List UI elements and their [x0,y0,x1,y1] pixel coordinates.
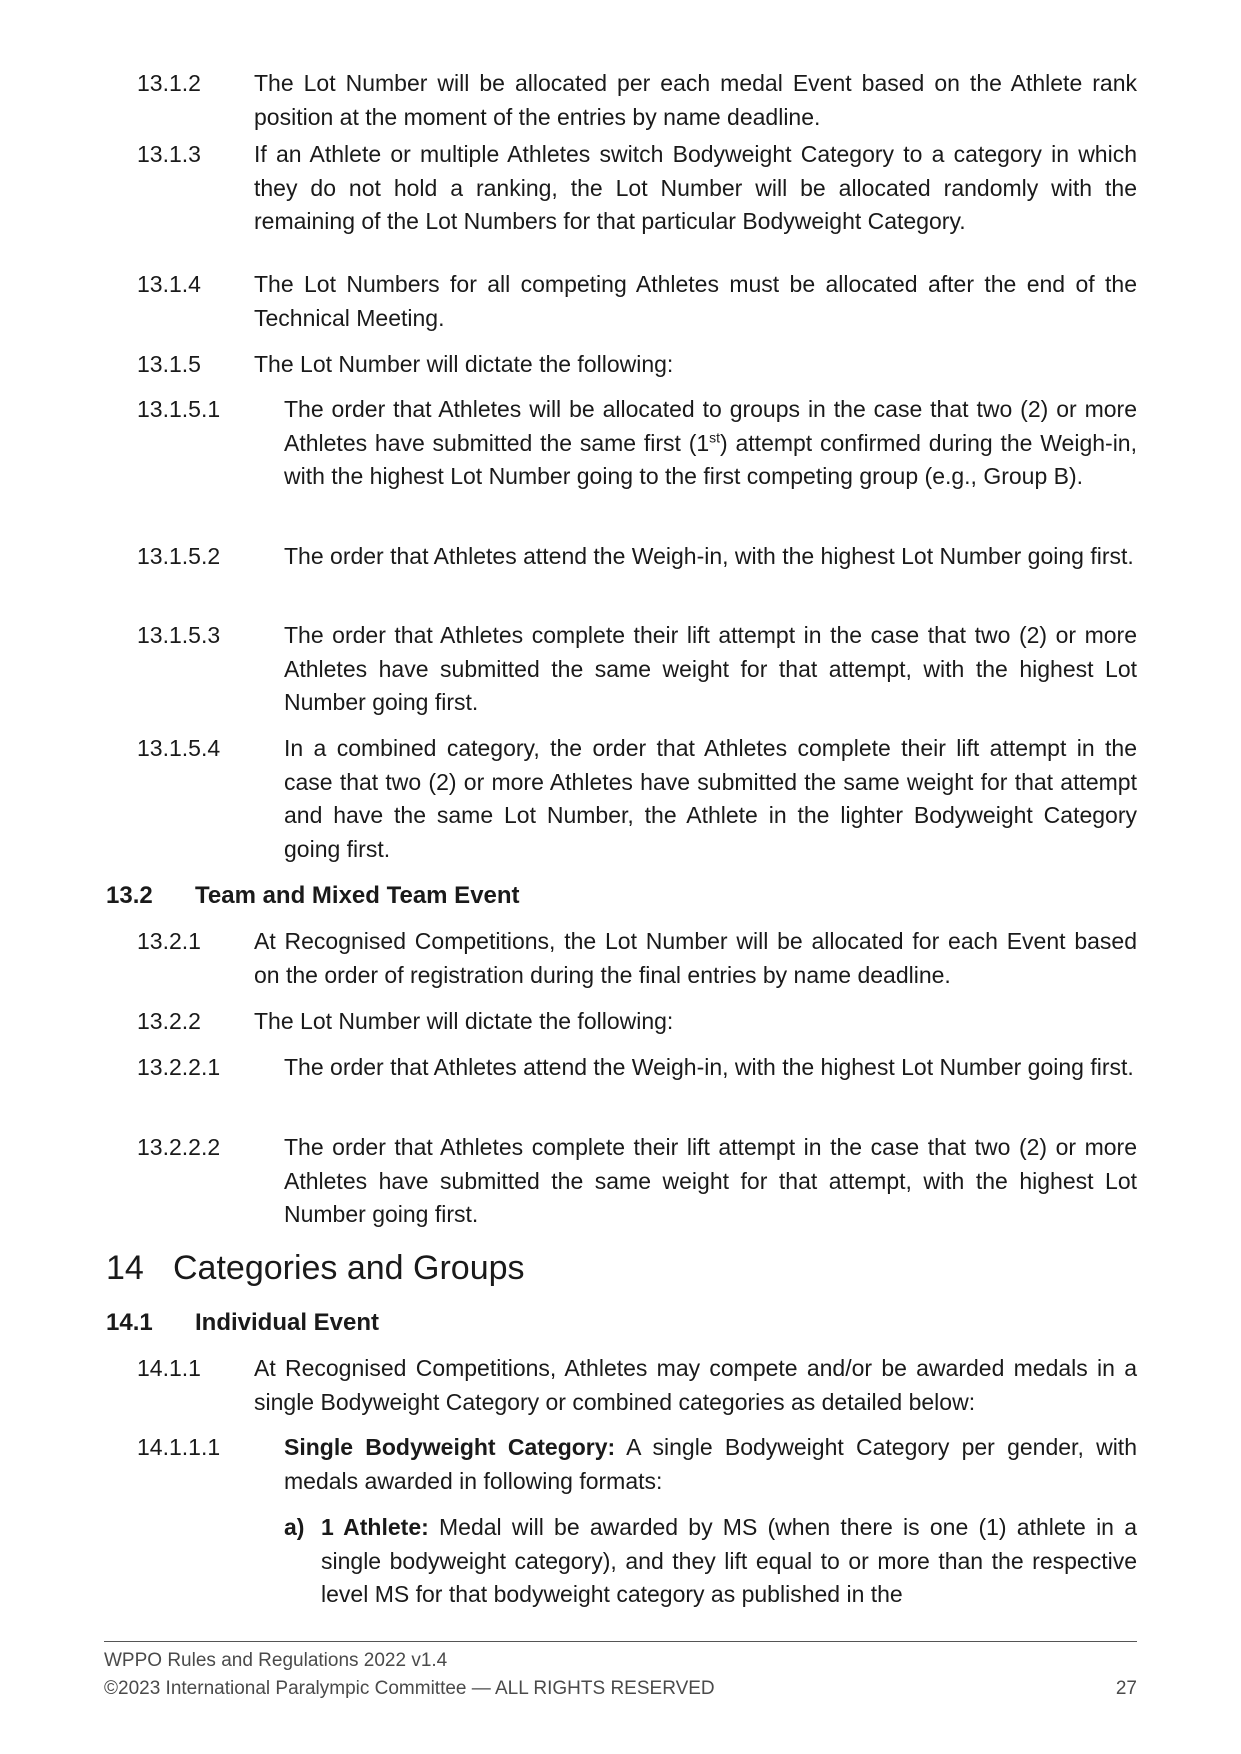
clause-number: 13.1.2 [137,70,201,96]
footer-document-title: WPPO Rules and Regulations 2022 v1.4 [104,1650,448,1671]
clause-text-part: A single Bodyweight Category per gender, with medals awarded in following formats: [284,1434,1137,1494]
section-title: Team and Mixed Team Event [195,882,520,909]
clause-number: 13.1.5.4 [137,735,221,761]
section-number: 14.1 [106,1309,153,1336]
clause-text: The order that Athletes complete their lift attempt in the case that two (2) or more Athletes have submitted the same weight for that attempt, with the highest Lot Number going first. [284,622,1137,715]
clause-number: 13.2.1 [137,928,201,954]
clause-number: 13.1.3 [137,141,201,167]
clause-number: 13.1.4 [137,271,201,297]
clause-lead: Single Bodyweight Category: [284,1434,616,1460]
clause-number: 13.2.2.1 [137,1054,221,1080]
clause-text: The Lot Number will dictate the following: [254,1008,674,1034]
section-number: 13.2 [106,882,153,909]
clause-number: 13.2.2.2 [137,1134,221,1160]
clause-text: The order that Athletes attend the Weigh-in, with the highest Lot Number going first. [284,1054,1134,1080]
list-item-lead: 1 Athlete: [321,1514,429,1540]
clause-number: 13.1.5 [137,351,201,377]
footer-copyright: ©2023 International Paralympic Committee — ALL RIGHTS RESERVED [104,1678,715,1699]
clause-text: The order that Athletes complete their lift attempt in the case that two (2) or more Athletes have submitted the same weight for that attempt, with the highest Lot Number going first. [284,1134,1137,1227]
clause-number: 14.1.1.1 [137,1434,221,1460]
clause-text: The Lot Number will be allocated per each medal Event based on the Athlete rank position at the moment of the entries by name deadline. [254,70,1137,130]
clause-text-part: The order that Athletes will be allocated to groups in the case that two (2) or more Athletes have submitted the same first (1 [284,396,1137,456]
clause-number: 13.1.5.3 [137,622,221,648]
footer-divider [104,1641,1137,1642]
clause-number: 13.1.5.2 [137,543,221,569]
clause-text [284,393,1137,494]
clause-text [284,1431,1137,1498]
clause-text: At Recognised Competitions, Athletes may compete and/or be awarded medals in a single Bodyweight Category or combined categories as detailed below: [254,1355,1137,1415]
list-item-text [321,1511,1137,1612]
clause-text: The order that Athletes attend the Weigh-in, with the highest Lot Number going first. [284,543,1134,569]
list-item-text-part: Medal will be awarded by MS (when there is one (1) athlete in a single bodyweight category), and they lift equal to or more than the respective level MS for that bodyweight category as published in the [321,1514,1137,1607]
clause-text-part: ) attempt confirmed during the Weigh-in, with the highest Lot Number going to the first competing group (e.g., Group B). [284,429,1137,489]
page-number: 27 [1115,1678,1137,1699]
chapter-number: 14 [106,1249,144,1287]
clause-number: 13.1.5.1 [137,396,221,422]
clause-number: 14.1.1 [137,1355,201,1381]
clause-text: In a combined category, the order that Athletes complete their lift attempt in the case that two (2) or more Athletes have submitted the same weight for that attempt and have the same Lot Number, the Athlete in the lighter Bodyweight Category going first. [284,735,1137,862]
clause-number: 13.2.2 [137,1008,201,1034]
clause-text: At Recognised Competitions, the Lot Number will be allocated for each Event based on the order of registration during the final entries by name deadline. [254,928,1137,988]
clause-text: The Lot Number will dictate the following: [254,351,674,377]
clause-text: The Lot Numbers for all competing Athletes must be allocated after the end of the Technical Meeting. [254,271,1137,331]
ordinal-superscript: st [709,428,721,445]
clause-text: If an Athlete or multiple Athletes switch Bodyweight Category to a category in which they do not hold a ranking, the Lot Number will be allocated randomly with the remaining of the Lot Numbers for that particular Bodyweight Category. [254,141,1137,234]
chapter-title: Categories and Groups [173,1249,525,1287]
section-title: Individual Event [195,1309,380,1336]
list-marker: a) [284,1514,305,1540]
